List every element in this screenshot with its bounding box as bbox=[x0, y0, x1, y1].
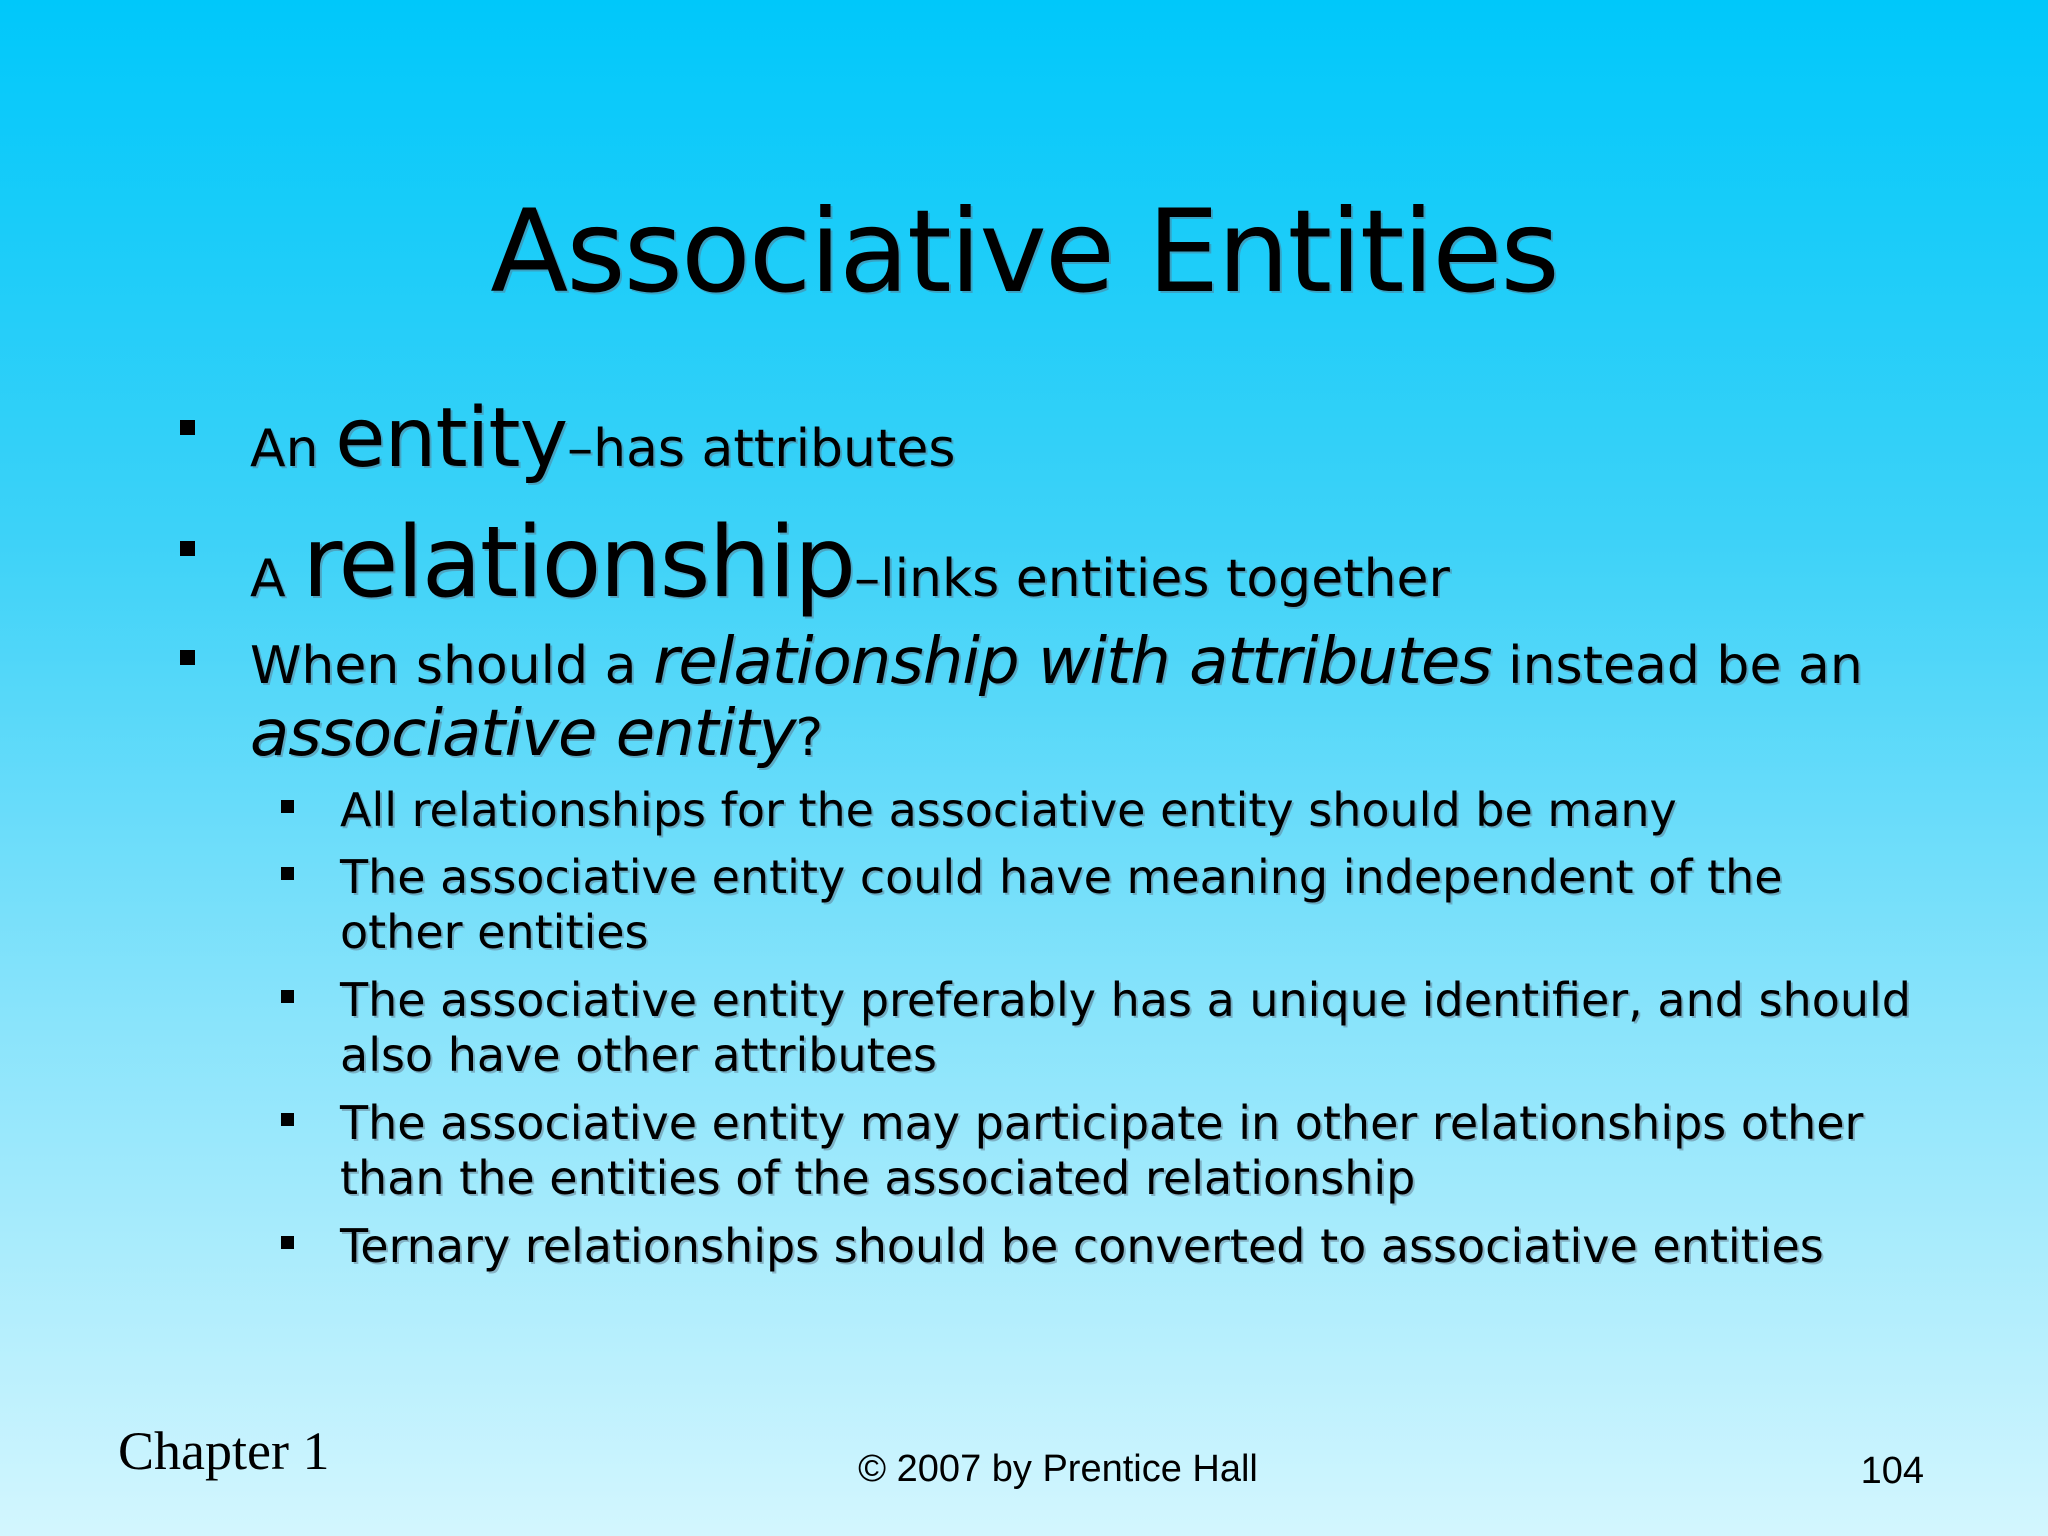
sub-bullet-4-line-1: The associative entity may participate in other relationships other bbox=[340, 1096, 1864, 1150]
sub-bullet-1: All relationships for the associative entity should be many bbox=[340, 783, 1677, 837]
footer-page-number: 104 bbox=[1860, 1450, 1924, 1492]
bullet-2-suffix: –links entities together bbox=[854, 549, 1450, 609]
sub-bullet-marker bbox=[281, 1113, 294, 1126]
sub-bullet-3-line-1: The associative entity preferably has a unique identifier, and should bbox=[340, 973, 1911, 1027]
bullet-1-emphasis: entity bbox=[335, 391, 568, 486]
footer-chapter: Chapter 1 bbox=[118, 1421, 330, 1481]
sub-bullet-3-line-2: also have other attributes bbox=[340, 1028, 937, 1082]
bullet-3-suffix-2: ? bbox=[795, 708, 824, 768]
sub-bullet-5: Ternary relationships should be converted to associative entities bbox=[340, 1219, 1824, 1273]
bullet-1 bbox=[250, 391, 956, 494]
footer-copyright: © 2007 by Prentice Hall bbox=[858, 1448, 1258, 1490]
bullet-2 bbox=[250, 508, 1450, 634]
sub-bullet-2-line-1: The associative entity could have meaning independent of the bbox=[340, 850, 1783, 904]
sub-bullet-marker bbox=[281, 1236, 294, 1249]
sub-bullet-4-line-2: than the entities of the associated relationship bbox=[340, 1151, 1416, 1205]
bullet-3-suffix: instead be an bbox=[1491, 636, 1863, 696]
bullet-2-emphasis: relationship bbox=[302, 506, 855, 620]
bullet-3-italic-2: associative entity bbox=[250, 697, 796, 771]
sub-bullet-marker bbox=[281, 990, 294, 1003]
bullet-marker bbox=[180, 650, 195, 665]
bullet-3-prefix: When should a bbox=[250, 636, 654, 696]
bullet-marker bbox=[180, 420, 195, 435]
bullet-marker bbox=[180, 541, 195, 556]
bullet-3-line-2 bbox=[250, 694, 823, 778]
sub-bullet-marker bbox=[281, 867, 294, 880]
bullet-3-italic: relationship with attributes bbox=[653, 625, 1492, 699]
bullet-2-prefix: A bbox=[250, 549, 286, 609]
sub-bullet-marker bbox=[281, 800, 294, 813]
sub-bullet-2-line-2: other entities bbox=[340, 905, 649, 959]
bullet-1-suffix: –has attributes bbox=[567, 419, 956, 479]
bullet-1-prefix: An bbox=[250, 419, 319, 479]
slide-title: Associative Entities bbox=[490, 185, 1558, 318]
